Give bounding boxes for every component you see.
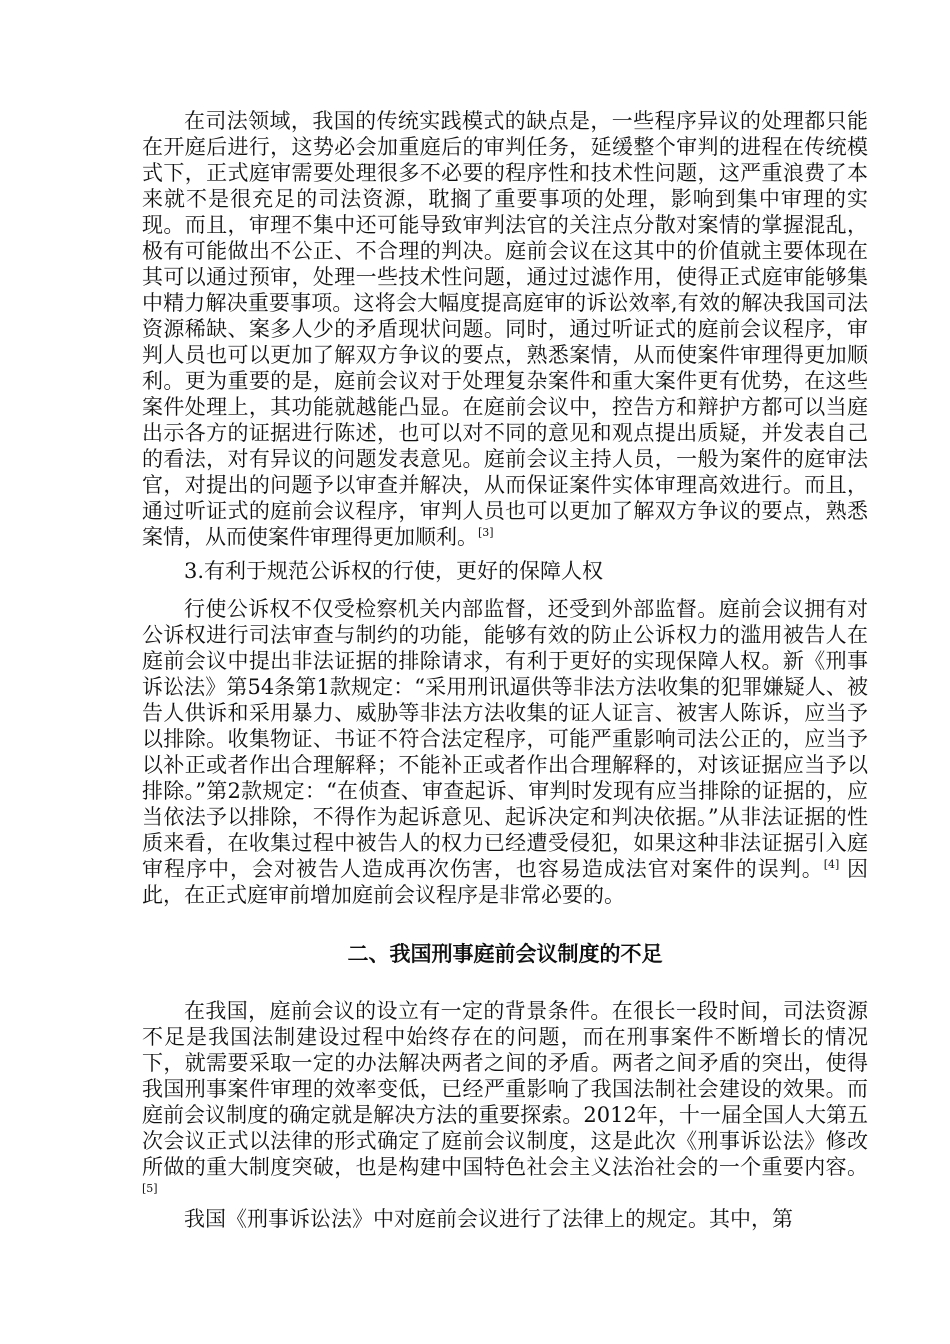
paragraph-text: 在司法领域，我国的传统实践模式的缺点是，一些程序异议的处理都只能在开庭后进行，这势必会加重庭后的审判任务，延缓整个审判的进程在传统模式下，正式庭审需要处理很多不必要的程序性和技术性问题，这严重浪费了本来就不是很充足的司法资源，耽搁了重要事项的处理，影响到集中审理的实现。而且，审理不集中还可能导致审判法官的关注点分散对案情的掌握混乱，极有可能做出不公正、不合理的判决。庭前会议在这其中的价值就主要体现在其可以通过预审，处理一些技术性问题，通过过滤作用，使得正式庭审能够集中精力解决重要事项。这将会大幅度提高庭审的诉讼效率,有效的解决我国司法资源稀缺、案多人少的矛盾现状问题。同时，通过听证式的庭前会议程序，审判人员也可以更加了解双方争议的要点，熟悉案情，从而使案件审理得更加顺利。更为重要的是，庭前会议对于处理复杂案件和重大案件更有优势，在这些案件处理上，其功能就越能凸显。在庭前会议中，控告方和辩护方都可以当庭出示各方的证据进行陈述，也可以对不同的意见和观点提出质疑，并发表自己的看法，对有异议的问题发表意见。庭前会议主持人员，一般为案件的庭审法官，对提出的问题予以审查并解决，从而保证案件实体审理高效进行。而且，通过听证式的庭前会议程序，审判人员也可以更加了解双方争议的要点，熟悉案情，从而使案件审理得更加顺利。	[142, 109, 868, 549]
body-paragraph	[142, 998, 868, 1206]
citation-marker: [5]	[142, 1182, 158, 1195]
citation-marker: [3]	[478, 526, 494, 539]
body-paragraph	[142, 1206, 868, 1232]
paragraph-text-tail: 因此，在正式庭审前增加庭前会议程序是非常必要的。	[142, 857, 868, 907]
paragraph-text: 行使公诉权不仅受检察机关内部监督，还受到外部监督。庭前会议拥有对公诉权进行司法审查与制约的功能，能够有效的防止公诉权力的滥用被告人在庭前会议中提出非法证据的排除请求，有利于更好的实现保障人权。新《刑事诉讼法》第54条第1款规定：“采用刑讯逼供等非法方法收集的犯罪嫌疑人、被告人供诉和采用暴力、威胁等非法方法收集的证人证言、被害人陈诉，应当予以排除。收集物证、书证不符合法定程序，可能严重影响司法公正的，应当予以补正或者作出合理解释；不能补正或者作出合理解释的，对该证据应当予以排除。”第2款规定：“在侦查、审查起诉、审判时发现有应当排除的证据的，应当依法予以排除，不得作为起诉意见、起诉决定和判决依据。”从非法证据的性质来看，在收集过程中被告人的权力已经遭受侵犯，如果这种非法证据引入庭审程序中，会对被告人造成再次伤害，也容易造成法官对案件的误判。	[142, 597, 868, 881]
body-paragraph	[142, 596, 868, 908]
subsection-heading: 3.有利于规范公诉权的行使，更好的保障人权	[184, 559, 604, 583]
body-paragraph	[142, 108, 868, 550]
paragraph-text: 我国《刑事诉讼法》中对庭前会议进行了法律上的规定。其中，第	[184, 1207, 793, 1231]
paragraph-text: 在我国，庭前会议的设立有一定的背景条件。在很长一段时间，司法资源不足是我国法制建设过程中始终存在的问题，而在刑事案件不断增长的情况下，就需要采取一定的办法解决两者之间的矛盾。两者之间矛盾的突出，使得我国刑事案件审理的效率变低，已经严重影响了我国法制社会建设的效果。而庭前会议制度的确定就是解决方法的重要探索。2012年，十一届全国人大第五次会议正式以法律的形式确定了庭前会议制度，这是此次《刑事诉讼法》修改所做的重大制度突破，也是构建中国特色社会主义法治社会的一个重要内容。	[142, 999, 868, 1179]
citation-marker: [4]	[823, 858, 840, 871]
document-page	[142, 108, 868, 1232]
section-heading: 二、我国刑事庭前会议制度的不足	[347, 942, 663, 966]
